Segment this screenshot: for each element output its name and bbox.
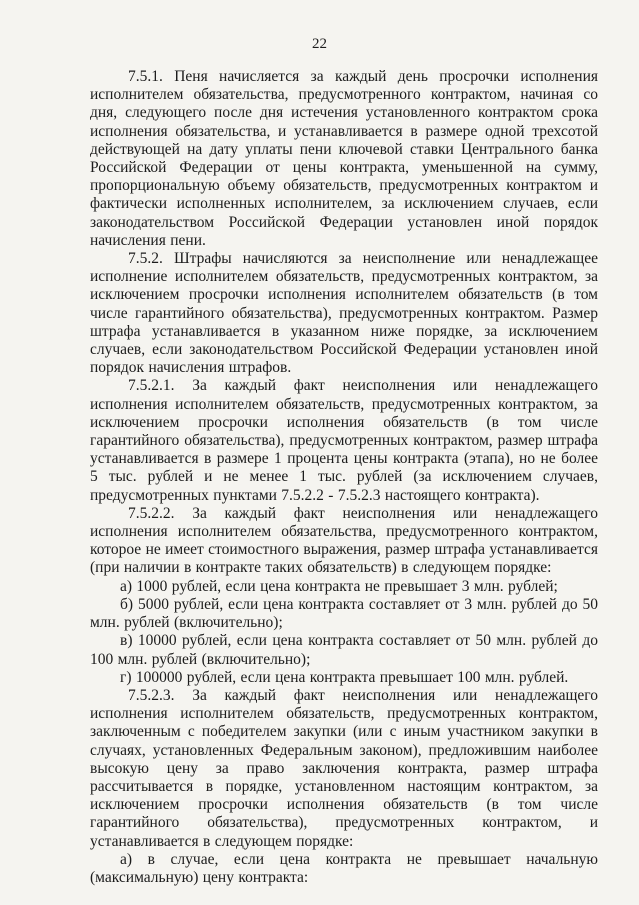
paragraph-7-5-2-3: 7.5.2.3. За каждый факт неисполнения или ненадлежащего исполнения исполнителем обязательств, предусмотренных контрактом, заключенным с победителем закупки (или с иным участником закупки в случаях, установленных Федеральным законом), предложившим наиболее высокую цену за право заключения контракта, размер штрафа рассчитывается в порядке, установленном настоящим контрактом, за исключением просрочки исполнения обязательств (в том числе гарантийного обязательства), предусмотренных контрактом, и устанавливается в следующем порядке:: [90, 686, 598, 850]
paragraph-7-5-2-2: 7.5.2.2. За каждый факт неисполнения или ненадлежащего исполнения исполнителем обязательства, предусмотренного контрактом, которое не имеет стоимостного выражения, размер штрафа устанавливается (при наличии в контракте таких обязательств) в следующем порядке:: [90, 504, 598, 577]
list-item-b: б) 5000 рублей, если цена контракта составляет от 3 млн. рублей до 50 млн. рублей (включительно);: [90, 595, 598, 632]
paragraph-7-5-2-1: 7.5.2.1. За каждый факт неисполнения или ненадлежащего исполнения исполнителем обязательств, предусмотренных контрактом, за исключением просрочки исполнения обязательств (в том числе гарантийного обязательства), предусмотренных контрактом, размер штрафа устанавливается в размере 1 процента цены контракта (этапа), но не более 5 тыс. рублей и не менее 1 тыс. рублей (за исключением случаев, предусмотренных пунктами 7.5.2.2 - 7.5.2.3 настоящего контракта).: [90, 377, 598, 504]
page-number: 22: [312, 36, 327, 52]
paragraph-7-5-2: 7.5.2. Штрафы начисляются за неисполнение или ненадлежащее исполнение исполнителем обязательств, предусмотренных контрактом, за исключением просрочки исполнения исполнителем обязательств (в том числе гарантийного обязательства), предусмотренных контрактом. Размер штрафа устанавливается в указанном ниже порядке, за исключением случаев, если законодательством Российской Федерации установлен иной порядок начисления штрафов.: [90, 250, 598, 377]
list-item-a-max-price: а) в случае, если цена контракта не превышает начальную (максимальную) цену контракта:: [90, 850, 598, 886]
document-body: [90, 68, 598, 887]
paragraph-7-5-1: 7.5.1. Пеня начисляется за каждый день просрочки исполнения исполнителем обязательства, предусмотренного контрактом, начиная со дня, следующего после дня истечения установленного контрактом срока исполнения обязательства, и устанавливается в размере одной трехсотой действующей на дату уплаты пени ключевой ставки Центрального банка Российской Федерации от цены контракта, уменьшенной на сумму, пропорциональную объему обязательств, предусмотренных контрактом и фактически исполненных исполнителем, за исключением случаев, если законодательством Российской Федерации установлен иной порядок начисления пени.: [90, 68, 598, 249]
list-item-a: а) 1000 рублей, если цена контракта не превышает 3 млн. рублей;: [120, 577, 558, 595]
list-item-g: г) 100000 рублей, если цена контракта превышает 100 млн. рублей.: [120, 668, 569, 686]
list-item-v: в) 10000 рублей, если цена контракта составляет от 50 млн. рублей до 100 млн. рублей (включительно);: [90, 632, 598, 668]
